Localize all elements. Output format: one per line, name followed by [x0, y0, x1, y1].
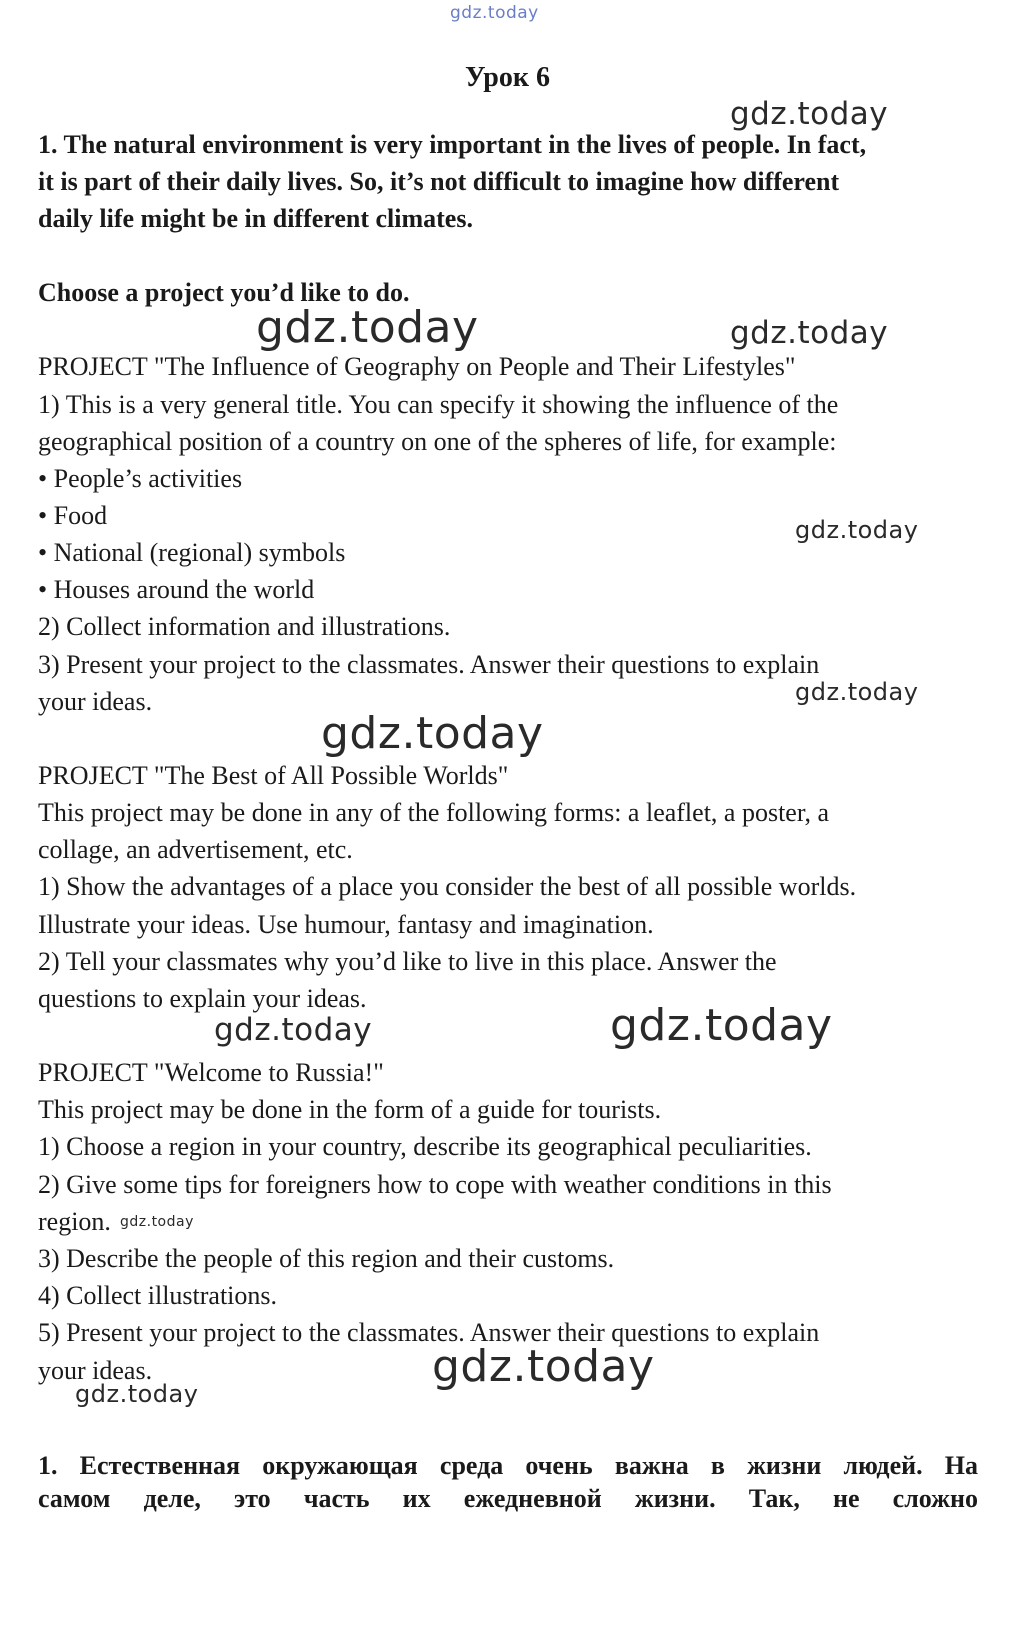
bullet-item: • Houses around the world — [38, 575, 315, 604]
project-title: PROJECT "The Influence of Geography on People and Their Lifestyles" — [38, 352, 796, 381]
project-line: 1) Show the advantages of a place you consider the best of all possible worlds. — [38, 872, 857, 901]
project-line: 3) Describe the people of this region and their customs. — [38, 1244, 615, 1273]
project-line: Illustrate your ideas. Use humour, fantasy and imagination. — [38, 910, 654, 939]
watermark: gdz.today — [795, 516, 919, 544]
watermark: gdz.today — [214, 1012, 373, 1048]
project-line: your ideas. — [38, 1356, 153, 1385]
watermark: gdz.today — [432, 1341, 655, 1392]
watermark: gdz.today — [120, 1214, 194, 1230]
watermark: gdz.today — [730, 315, 889, 351]
intro-line: it is part of their daily lives. So, it’s not difficult to imagine how different — [38, 167, 840, 196]
project-title: PROJECT "Welcome to Russia!" — [38, 1058, 384, 1087]
watermark: gdz.today — [321, 708, 544, 759]
project-line: 2) Tell your classmates why you’d like to live in this place. Answer the — [38, 947, 777, 976]
bullet-item: • Food — [38, 501, 108, 530]
project-line: This project may be done in any of the following forms: a leaflet, a poster, a — [38, 798, 829, 827]
bullet-item: • People’s activities — [38, 464, 243, 493]
bullet-item: • National (regional) symbols — [38, 538, 346, 567]
project-line: 5) Present your project to the classmates. Answer their questions to explain — [38, 1318, 820, 1347]
watermark: gdz.today — [730, 96, 889, 132]
page-title: Урок 6 — [465, 62, 550, 93]
project-line: 1) This is a very general title. You can specify it showing the influence of the — [38, 390, 839, 419]
watermark: gdz.today — [256, 302, 479, 353]
project-line: geographical position of a country on one of the spheres of life, for example: — [38, 427, 837, 456]
project-line: region. — [38, 1207, 111, 1236]
watermark-top: gdz.today — [450, 3, 539, 23]
watermark: gdz.today — [75, 1380, 199, 1408]
project-title: PROJECT "The Best of All Possible Worlds" — [38, 761, 509, 790]
project-line: collage, an advertisement, etc. — [38, 835, 353, 864]
project-line: 2) Give some tips for foreigners how to cope with weather conditions in this — [38, 1170, 832, 1199]
russian-line: самом деле, это часть их ежедневной жизни. Так, не сложно — [38, 1484, 978, 1513]
project-line: questions to explain your ideas. — [38, 984, 367, 1013]
project-line: 2) Collect information and illustrations. — [38, 612, 451, 641]
project-line: 3) Present your project to the classmates. Answer their questions to explain — [38, 650, 820, 679]
intro-line: 1. The natural environment is very important in the lives of people. In fact, — [38, 130, 867, 159]
project-line: your ideas. — [38, 687, 153, 716]
russian-line: 1. Естественная окружающая среда очень важна в жизни людей. На — [38, 1451, 978, 1480]
watermark: gdz.today — [610, 1000, 833, 1051]
watermark: gdz.today — [795, 678, 919, 706]
project-line: This project may be done in the form of a guide for tourists. — [38, 1095, 662, 1124]
intro-line: daily life might be in different climates. — [38, 204, 473, 233]
project-line: 1) Choose a region in your country, describe its geographical peculiarities. — [38, 1132, 812, 1161]
choose-project-line: Choose a project you’d like to do. — [38, 278, 410, 307]
project-line: 4) Collect illustrations. — [38, 1281, 278, 1310]
